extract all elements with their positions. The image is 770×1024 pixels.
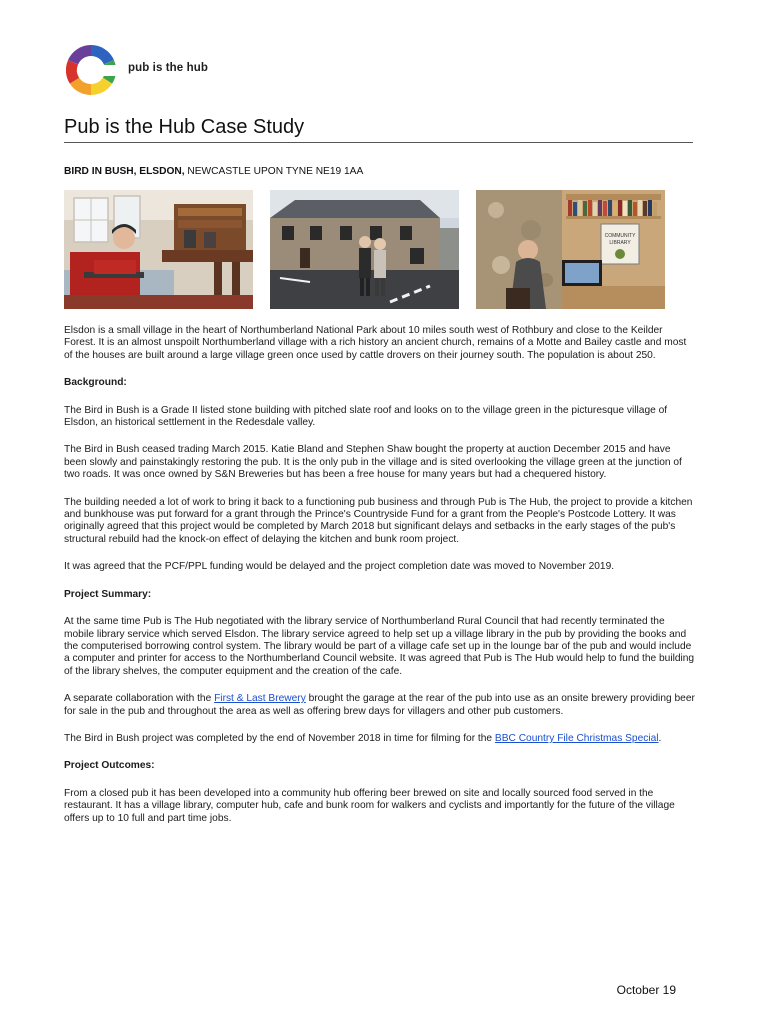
summary-heading: Project Summary: (64, 588, 152, 600)
page-title: Pub is the Hub Case Study (64, 116, 305, 138)
summary-p3-before: The Bird in Bush project was completed by the end of November 2018 in time for filming for the (64, 732, 495, 744)
address-line (64, 166, 363, 177)
case-study-body (64, 325, 696, 840)
photo-community-library (476, 190, 665, 309)
logo-text: pub is the hub (128, 62, 208, 74)
summary-paragraph-2 (64, 693, 696, 718)
logo-ring-icon (66, 45, 116, 95)
bbc-country-file-link[interactable]: BBC Country File Christmas Special (494, 732, 659, 744)
title-divider (64, 142, 693, 143)
footer-date: October 19 (616, 983, 676, 997)
background-paragraph-2: The Bird in Bush ceased trading March 2015. Katie Bland and Stephen Shaw bought the property at auction December 2015 and have been slowly and painstakingly restoring the pub. It is the only pub in the village and is sited overlooking the village green at the junction of two roads. It was once owned by S&N Breweries but has been a free house for many years but had a chequered history. (64, 444, 682, 481)
library-sign-line1: COMMUNITY (604, 233, 636, 239)
background-paragraph-4: It was agreed that the PCF/PPL funding would be delayed and the project completion date was moved to November 2019. (64, 561, 615, 573)
background-heading: Background: (64, 377, 127, 389)
outcomes-paragraph-1: From a closed pub it has been developed into a community hub offering beer brewed on site and locally sourced food served in the restaurant. It has a village library, computer hub, cafe and bunk room for walkers and cyclists and importantly for the future of the village offers up to 10 full and part time jobs. (64, 787, 675, 824)
photo-pub-exterior (270, 190, 459, 309)
logo (66, 45, 226, 95)
address-bold: BIRD IN BUSH, ELSDON, (64, 166, 185, 177)
outcomes-heading: Project Outcomes: (64, 760, 155, 772)
summary-p2-before: A separate collaboration with the (64, 693, 215, 705)
library-sign-line2: LIBRARY (609, 240, 631, 246)
background-paragraph-1: The Bird in Bush is a Grade II listed stone building with pitched slate roof and looks on to the village green in the picturesque village of Elsdon, an historical settlement in the Redesdale valley. (64, 404, 668, 429)
first-and-last-brewery-link[interactable]: First & Last Brewery (214, 693, 306, 705)
summary-p3-after: . (658, 732, 662, 744)
summary-paragraph-1: At the same time Pub is The Hub negotiated with the library service of Northumberland Rural Council that had recently terminated the mobile library service which served Elsdon. The library service agreed to help set up a village library in the pub by providing the books and the computerised borrowing control system. The library would be part of a village cafe set up in the lounge bar of the pub and would include a computer and printer for access to the Northumberland Council website. It was agreed that Pub is The Hub would help to fund the building of the library shelves, the computer equipment and the creation of the cafe. (64, 616, 695, 677)
photo-pub-interior (64, 190, 253, 309)
background-paragraph-3: The building needed a lot of work to bring it back to a functioning pub business and through Pub is The Hub, the project to provide a kitchen and bunkhouse was put forward for a grant through the Prince's Countryside Fund for a grant from the People's Postcode Lottery. It was originally agreed that this project would be completed by March 2018 but significant delays and setbacks in the early stages of the pub's structural rebuild had the knock-on effect of delaying the kitchen and bunk room project. (64, 496, 693, 545)
address-rest: NEWCASTLE UPON TYNE NE19 1AA (184, 166, 364, 177)
summary-paragraph-3 (64, 733, 696, 745)
intro-paragraph: Elsdon is a small village in the heart of Northumberland National Park about 10 miles south west of Rothbury and close to the Keilder Forest. It is an almost unspoilt Northumberland village with a rich history an ancient church, remains of a Motte and Bailey castle and most of the houses are built around a large village green once used by cattle drovers on their journey south. The population is about 250. (64, 325, 687, 361)
summary-p2-after: brought the garage at the rear of the pub into use as an onsite brewery providing beer for sale in the pub and throughout the area as well as offering brew days for villagers and other pub customers. (64, 693, 695, 717)
